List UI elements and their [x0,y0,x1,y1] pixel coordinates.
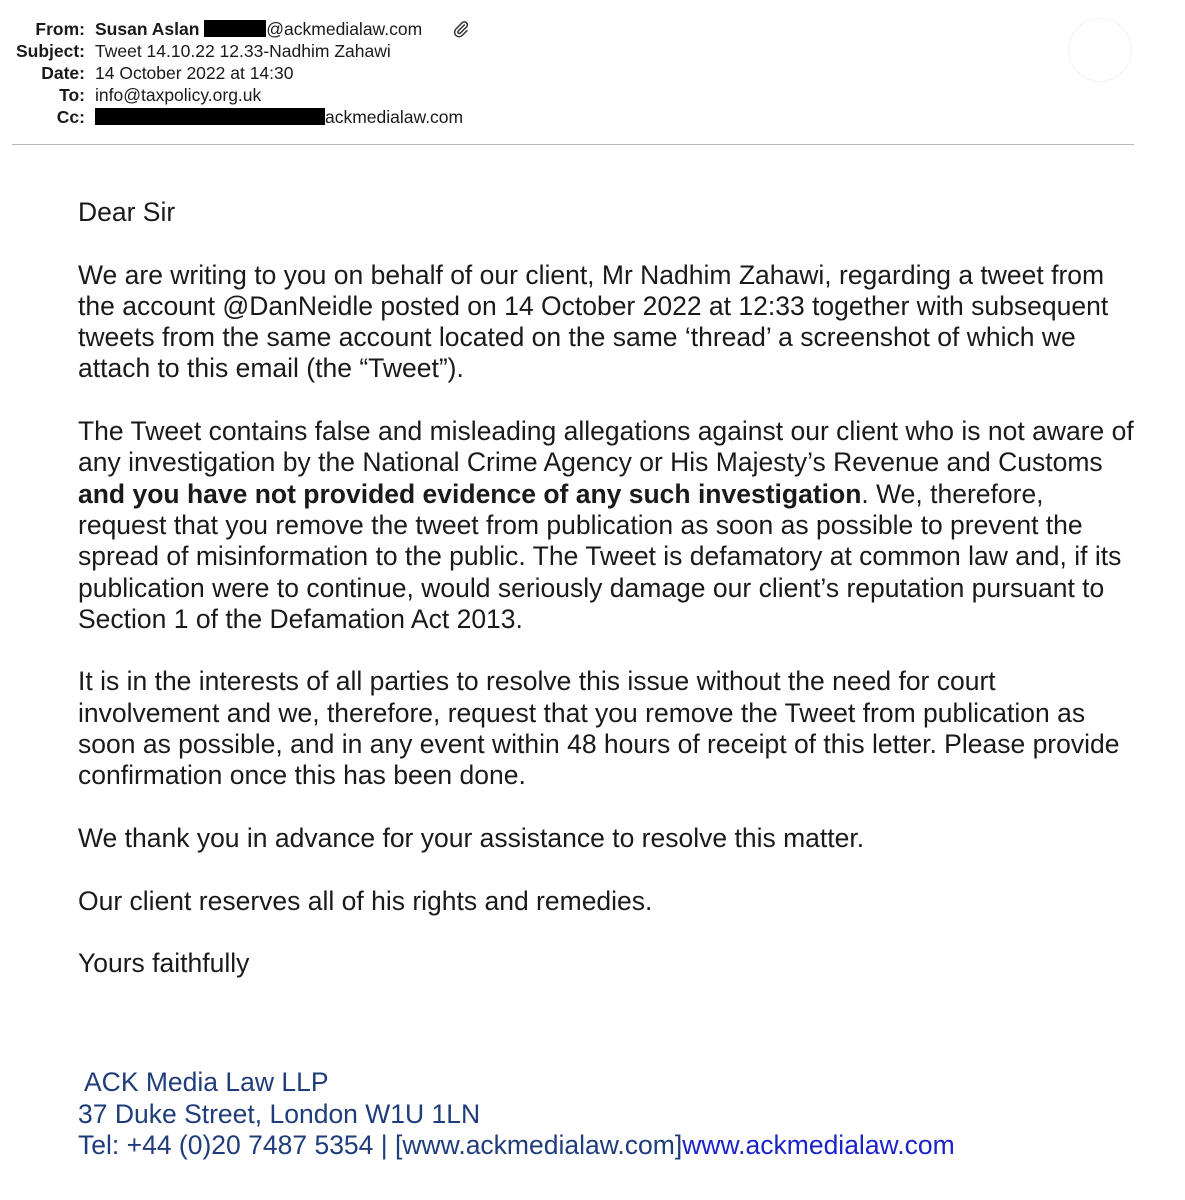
subject-row [0,40,1185,62]
subject-label: Subject: [15,41,85,61]
paragraph-text: . We, therefore, request that you remove the tweet from publication as soon as possible to prevent the spread of misinformation to the public. The Tweet is defamatory at common law and, if its publication were to continue, would seriously damage our client’s reputation pursuant to Section 1 of the Defamation Act 2013. [78,478,1122,634]
from-row [0,18,1185,40]
email-header [0,18,1185,128]
date-label: Date: [41,63,85,83]
cc-address[interactable]: ackmedialaw.com [325,107,464,127]
firm-name: ACK Media Law LLP [84,1067,329,1097]
to-address[interactable]: info@taxpolicy.org.uk [95,85,262,105]
header-divider [12,144,1134,145]
body-paragraph-4: We thank you in advance for your assistance to resolve this matter. [78,822,865,853]
to-label: To: [59,85,85,105]
sender-avatar [1068,18,1132,82]
body-paragraph-1: We are writing to you on behalf of our client, Mr Nadhim Zahawi, regarding a tweet from the account @DanNeidle posted on 14 October 2022 at 12:33 together with subsequent tweets from the same account located on the same ‘thread’ a screenshot of which we attach to this email (the “Tweet”). [78,259,1109,384]
from-domain[interactable]: @ackmedialaw.com [266,19,423,39]
body-paragraph-3: It is in the interests of all parties to resolve this issue without the need for court involvement and we, therefore, request that you remove the Tweet from publication as soon as possible, and in any event within 48 hours of receipt of this letter. Please provide confirmation once this has been done. [78,666,1120,791]
redaction-block [95,108,325,125]
body-paragraph-5: Our client reserves all of his rights and remedies. [78,885,653,916]
date-value: 14 October 2022 at 14:30 [95,63,294,83]
body-paragraph-2 [78,416,1138,635]
cc-row [0,106,1185,128]
redaction-block [204,20,266,37]
to-row [0,84,1185,106]
from-name[interactable]: Susan Aslan [95,19,200,39]
paperclip-icon[interactable] [452,20,470,38]
subject-value: Tweet 14.10.22 12.33-Nadhim Zahawi [95,41,391,61]
bold-emphasis: and you have not provided evidence of any such investigation [78,478,862,509]
paragraph-text: The Tweet contains false and misleading allegations against our client who is not aware of any investigation by the National Crime Agency or His Majesty’s Revenue and Customs [78,416,1134,478]
signature-block [78,1067,955,1162]
firm-contact [78,1130,955,1162]
closing: Yours faithfully [78,948,250,979]
date-row [0,62,1185,84]
website-link[interactable]: www.ackmedialaw.com [682,1130,955,1161]
from-label: From: [35,19,85,39]
cc-label: Cc: [56,107,85,127]
greeting: Dear Sir [78,197,176,227]
firm-telephone: Tel: +44 (0)20 7487 5354 | [www.ackmedialaw.com] [78,1130,683,1161]
email-body [78,197,1138,1011]
firm-address: 37 Duke Street, London W1U 1LN [78,1098,481,1129]
